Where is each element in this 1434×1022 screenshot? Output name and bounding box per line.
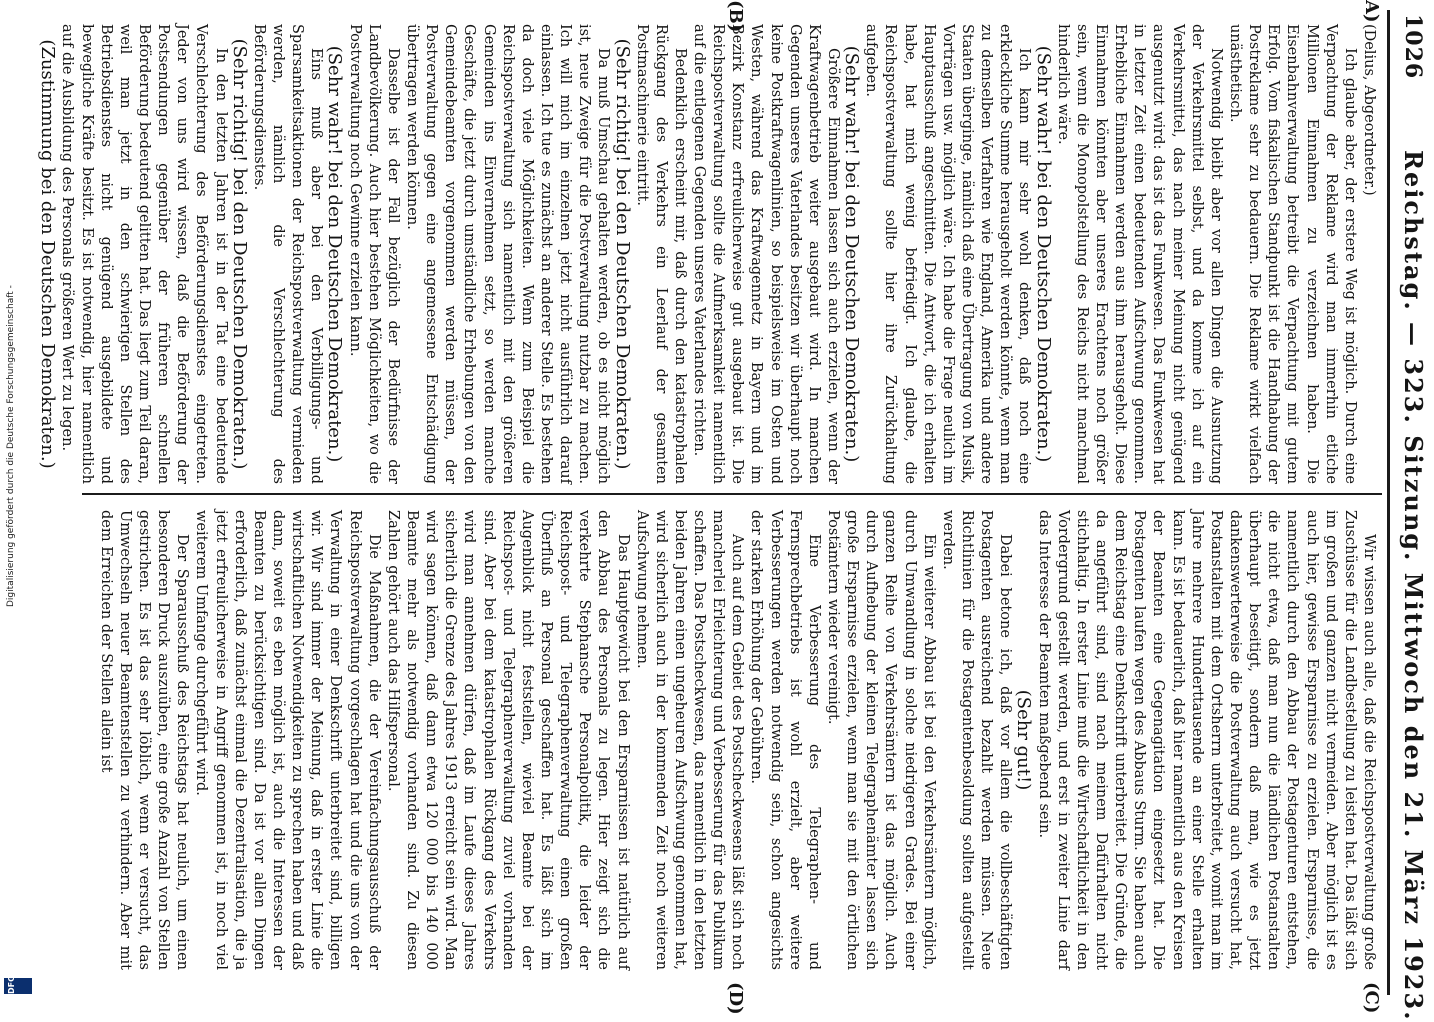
- column-divider: [82, 493, 1382, 495]
- paragraph: Ich kann mir sehr wohl denken, daß noch eine erkleckliche Summe herausgeholt werden könnte, wenn man zu demselben Verfahren wie England, Amerika und andere Staaten überginge, nämlich daß eine Übertragung von Musik, Vorträgen usw. möglich wäre. Ich habe die Frage neulich im Hauptausschuß angeschnitten. Die Antwort, die ich erhalten habe, hat mich wenig befriedigt. Ich glaube, die Reichspostverwaltung sollte hier ihre Zurückhaltung aufgeben.: [863, 24, 1033, 484]
- page-number: 1026: [1400, 14, 1426, 80]
- header-rule: [1387, 10, 1390, 995]
- paragraph: In den letzten Jahren ist in der Tat eine bedeutende Verschlechterung des Beförderungsdienstes eingetreten. Jeder von uns wird wissen, daß die Beförderung der Postsendungen gegenüber der früheren schnellen Beförderung bedeutend gelitten hat. Das liegt zum Teil daran, weil man jetzt in den schwierigen Stellen des Betriebsdienstes nicht genügend ausgebildete und bewegliche Kräfte besitzt. Es ist notwendig, hier namentlich auf die Ausbildung des Personals größeren Wert zu legen.: [59, 24, 229, 484]
- paragraph: Dabei betone ich, daß vor allem die vollbeschäftigten Postagenten ausreichend bezahlt werden müssen. Neue Richtlinien für die Postagentenbesoldung sollten aufgestellt werden.: [939, 510, 1014, 970]
- paragraph: Ich glaube aber, der erstere Weg ist möglich. Durch eine Verpachtung der Reklame wird man immerhin etliche Millionen Einnahmen zu verzeichnen haben. Die Eisenbahnverwaltung betreibt die Verpachtung mit gutem Erfolg. Vom fiskalischen Standpunkt ist die Handhabung der Postreklame sehr zu bedauern. Die Reklame wirkt vielfach unästhetisch.: [1227, 24, 1358, 484]
- paragraph: Eins muß aber bei den Verbilligungs- und Sparsamkeitsaktionen der Reichspostverwaltung vermieden werden, nämlich die Verschlechterung des Beförderungsdienstes.: [250, 24, 325, 484]
- interjection: (Sehr gut!): [1013, 689, 1035, 791]
- left-text-column: [38, 24, 1378, 484]
- dfg-logo: DFG: [4, 978, 32, 994]
- paragraph: Auch auf dem Gebiet des Postscheckwesens läßt sich noch mancherlei Erleichterung und Verbesserung für das Publikum schaffen. Das Postscheckwesen, das namentlich in den letzten beiden Jahren einen ungeheuren Aufschwung genommen hat, wird sicherlich auch in der kommenden Zeit noch weiteren Aufschwung nehmen.: [633, 510, 746, 970]
- paragraph: Größere Einnahmen lassen sich auch erzielen, wenn der Kraftwagenbetrieb weiter ausgebaut wird. In manchen Gegenden unseres Vaterlandes besitzen wir überhaupt noch keine Postkraftwagenlinien, so beispielsweise im Osten und Westen, während das Kraftwagennetz in Bayern und im Bezirk Konstanz erfreulicherweise gut ausgebaut ist. Die Reichspostverwaltung sollte die Aufmerksamkeit namentlich auf die entlegenen Gegenden unseres Vaterlandes richten.: [691, 24, 842, 484]
- interjection: (Sehr wahr! bei den Deutschen Demokraten.): [324, 45, 346, 463]
- paragraph: Die Maßnahmen, die der Vereinfachungsausschuß der Reichspostverwaltung vorgeschlagen hat und die uns von der Verwaltung in einer Denkschrift unterbreitet sind, billigen wir. Wir sind immer der Meinung, daß in erster Linie die wirtschaftlichen Notwendigkeiten zu sprechen haben und daß dann, soweit es eben möglich ist, auch die Interessen der Beamten zu berücksichtigen sind. Da ist vor allen Dingen erforderlich, daß zunächst einmal die Dezentralisation, die ja jetzt erfreulicherweise in Angriff genommen ist, in noch viel weiterem Umfange durchgeführt wird.: [193, 510, 382, 970]
- paragraph: Eine Verbesserung des Telegraphen- und Fernsprechbetriebs ist wohl erzielt, aber weitere Verbesserungen werden notwendig sein, schon angesichts der starken Erhöhung der Gebühren.: [748, 510, 822, 970]
- paragraph: Das Hauptgewicht bei den Ersparnissen ist natürlich auf den Abbau des Personals zu legen. Hier zeigt sich die verkehrte Stephansche Personalpolitik, die leider der Reichspost- und Telegraphenverwaltung einen großen Überfluß an Personal geschaffen hat. Es läßt sich im Augenblick nicht feststellen, wieviel Beamte bei der Reichspost- und Telegraphenverwaltung zuviel vorhanden sind. Aber bei dem katastrophalen Rückgang des Verkehrs wird man annehmen dürfen, daß im Laufe dieses Jahres sicherlich die Grenze des Jahres 1913 erreicht sein wird. Man wird sagen können, daß dann etwa 120 000 bis 140 000 Beamte mehr als notwendig vorhanden sind. Zu diesen Zahlen gehört auch das Hilfspersonal.: [384, 510, 631, 970]
- interjection: (Sehr wahr! bei den Deutschen Demokraten.): [841, 45, 863, 463]
- running-title: Reichstag. — 323. Sitzung. Mittwoch den 21. März 1923.: [1399, 150, 1428, 1022]
- margin-marker-c: (C): [1361, 982, 1382, 1014]
- right-text-column: [96, 510, 1378, 970]
- margin-marker-d: (D): [725, 982, 746, 1015]
- paragraph: Wir wissen auch alle, daß die Reichspostverwaltung große Zuschüsse für die Landbestellung zu leisten hat. Das läßt sich im großen und ganzen nicht vermeiden. Aber möglich ist es auch hier, gewisse Ersparnisse zu erzielen. Ersparnisse, die namentlich durch den Abbau der Postagenturen entstehen, die nicht etwa, daß man nun die ländlichen Postanstalten überhaupt beseitigt, sondern daß man, wie es jetzt dankenswerterweise die Postverwaltung auch versucht hat, Postanstalten mit dem Ortsherrn unterbreitet, womit man im Jahre mehrere Hunderttausende an einer Stelle erhalten kann. Es ist bedauerlich, daß hier namentlich aus den Kreisen der Beamten eine Gegenagitation eingesetzt hat. Die Postagenten laufen wegen des Abbaus Sturm. Sie haben auch dem Reichstag eine Denkschrift unterbreitet. Die Gründe, die da angeführt sind, sind nach meinem Dafürhalten nicht stichhaltig. In erster Linie muß die Wirtschaftlichkeit in den Vordergrund gestellt werden, und erst in zweiter Linie darf das Interesse der Beamten maßgebend sein.: [1035, 510, 1377, 970]
- paragraph: Notwendig bleibt aber vor allen Dingen die Ausnutzung der Verkehrsmittel selbst, und da komme ich auf ein Verkehrsmittel, das nach meiner Meinung nicht genügend ausgenutzt wird: das ist das Funkwesen. Das Funkwesen hat in letzter Zeit einen bedeutenden Aufschwung genommen. Erhebliche Einnahmen werden aus ihm herausgeholt. Diese Einnahmen könnten aber unseres Erachtens noch größer sein, wenn die Monopolstellung des Reichs nicht manchmal hinderlich wäre.: [1054, 24, 1224, 484]
- margin-marker-b: (B): [725, 0, 746, 33]
- interjection: (Sehr richtig! bei den Deutschen Demokraten.): [611, 38, 633, 470]
- paragraph: Bedenklich erscheint mir, daß durch den katastrophalen Rückgang des Verkehrs ein Leerlauf der gesamten Postmaschinerie eintritt.: [633, 24, 688, 484]
- speaker-line: (Delius, Abgeordneter.): [1361, 24, 1377, 196]
- paragraph: Da muß Umschau gehalten werden, ob es nicht möglich ist, neue Zweige für die Postverwaltung nutzbar zu machen. Ich will mich im einzelnen jetzt nicht ausführlich darauf einlassen. Ich tue es zunächst an anderer Stelle. Es bestehen da doch viele Möglichkeiten. Wenn zum Beispiel die Reichspostverwaltung sich namentlich mit den größeren Gemeinden ins Einvernehmen setzt, so werden manche Geschäfte, die jetzt durch umständliche Erhebungen von den Gemeindebeamten vorgenommen werden müssen, der Postverwaltung gegen eine angemessene Entschädigung übertragen werden können.: [403, 24, 612, 484]
- interjection: (Sehr richtig! bei den Deutschen Demokraten.): [228, 38, 250, 470]
- page-header: [1396, 0, 1430, 1022]
- digitization-credit: Digitalisierung gefördert durch die Deutsche Forschungsgemeinschaft -: [6, 285, 16, 607]
- paragraph: Dasselbe ist der Fall bezüglich der Bedürfnisse der Landbevölkerung. Auch hier bestehen Möglichkeiten, wo die Postverwaltung noch Gewinne erzielen kann.: [346, 24, 401, 484]
- margin-marker-a: A): [1361, 0, 1382, 23]
- interjection: (Zustimmung bei den Deutschen Demokraten.): [37, 39, 59, 469]
- paragraph: Der Sparausschuß des Reichstags hat neulich, um einen besonderen Druck auszuüben, eine große Anzahl von Stellen gestrichen. Es ist das sehr löblich, wenn er versucht, das Umwechseln neuer Beamtenstellen zu verhindern. Aber mit dem Erreichen der Stellen allein ist: [97, 510, 191, 970]
- paragraph: Ein weiterer Abbau ist bei den Verkehrsämtern möglich, durch Umwandlung in solche niedrigeren Grades. Bei einer ganzen Reihe von Verkehrsämtern ist das möglich. Auch durch Aufhebung der kleinen Telegraphenämter lassen sich große Ersparnisse erzielen, wenn man sie mit den örtlichen Postämtern wieder vereinigt.: [825, 510, 937, 970]
- interjection: (Sehr wahr! bei den Deutschen Demokraten.): [1032, 45, 1054, 463]
